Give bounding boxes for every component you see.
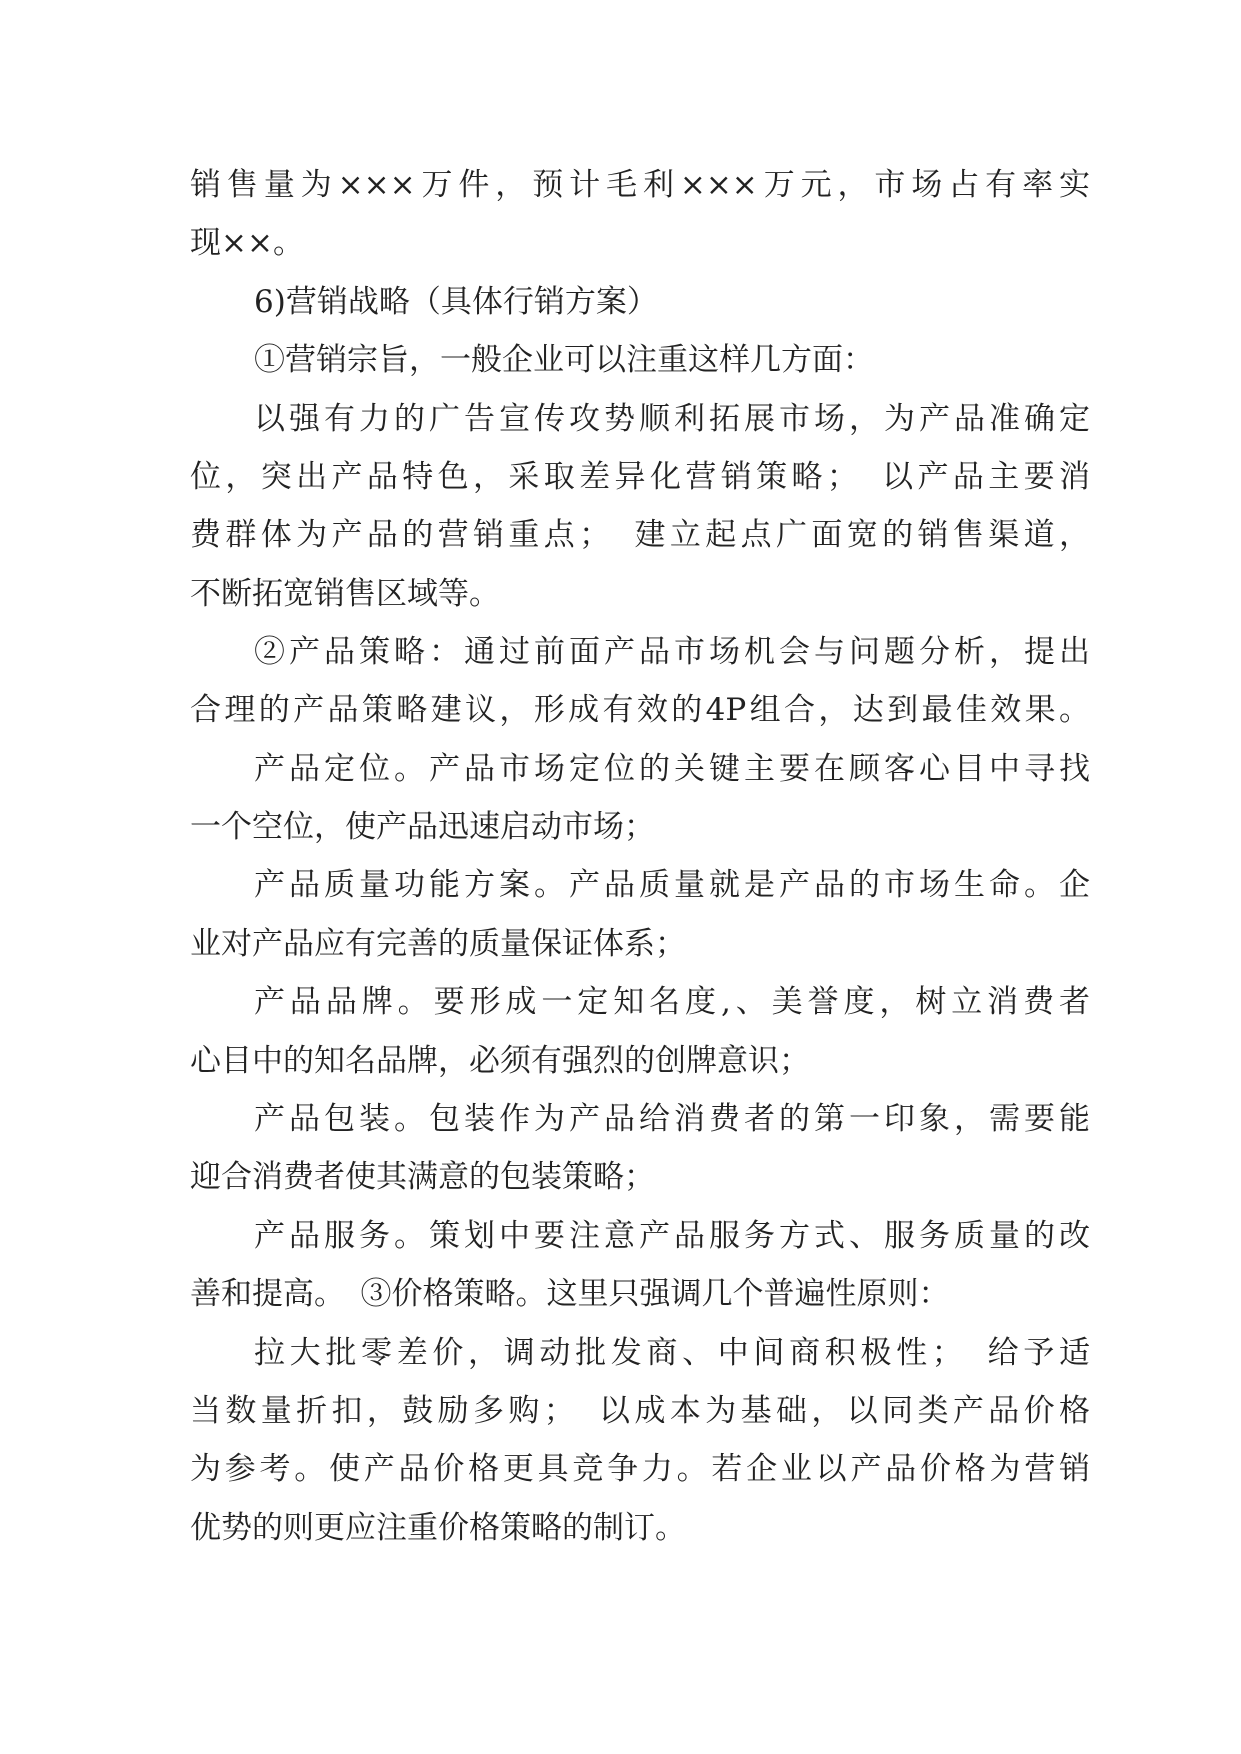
text-line: ②产品策略：通过前面产品市场机会与问题分析，提出 xyxy=(254,634,1090,670)
text-line: 心目中的知名品牌，必须有强烈的创牌意识； xyxy=(190,1043,810,1079)
text-line: 一个空位，使产品迅速启动市场； xyxy=(190,809,655,845)
text-line: 产品质量功能方案。产品质量就是产品的市场生命。企 xyxy=(254,867,1090,903)
text-line: 产品品牌。要形成一定知名度,、美誉度，树立消费者 xyxy=(254,984,1090,1020)
text-line: 合理的产品策略建议，形成有效的4P组合，达到最佳效果。 xyxy=(190,692,1090,728)
text-line: ①营销宗旨，一般企业可以注重这样几方面： xyxy=(254,342,874,378)
text-line: 费群体为产品的营销重点； 建立起点广面宽的销售渠道， xyxy=(190,517,1090,553)
text-line: 以强有力的广告宣传攻势顺利拓展市场，为产品准确定 xyxy=(254,401,1090,437)
text-line: 产品服务。策划中要注意产品服务方式、服务质量的改 xyxy=(254,1218,1090,1254)
text-line: 产品包装。包装作为产品给消费者的第一印象，需要能 xyxy=(254,1101,1090,1137)
text-line: 拉大批零差价，调动批发商、中间商积极性； 给予适 xyxy=(254,1335,1090,1371)
text-line: 现××。 xyxy=(190,225,304,261)
text-line: 业对产品应有完善的质量保证体系； xyxy=(190,926,686,962)
text-line: 产品定位。产品市场定位的关键主要在顾客心目中寻找 xyxy=(254,751,1090,787)
text-line: 为参考。使产品价格更具竞争力。若企业以产品价格为营销 xyxy=(190,1451,1090,1487)
section-heading: 6)营销战略（具体行销方案） xyxy=(254,284,658,320)
text-line: 不断拓宽销售区域等。 xyxy=(190,576,500,612)
text-line: 当数量折扣，鼓励多购； 以成本为基础，以同类产品价格 xyxy=(190,1393,1090,1429)
text-line: 优势的则更应注重价格策略的制订。 xyxy=(190,1510,686,1546)
text-line: 迎合消费者使其满意的包装策略； xyxy=(190,1159,655,1195)
text-line: 销售量为×××万件，预计毛利×××万元，市场占有率实 xyxy=(190,167,1090,203)
text-line: 位，突出产品特色，采取差异化营销策略； 以产品主要消 xyxy=(190,459,1090,495)
text-line: 善和提高。 ③价格策略。这里只强调几个普遍性原则： xyxy=(190,1276,950,1312)
